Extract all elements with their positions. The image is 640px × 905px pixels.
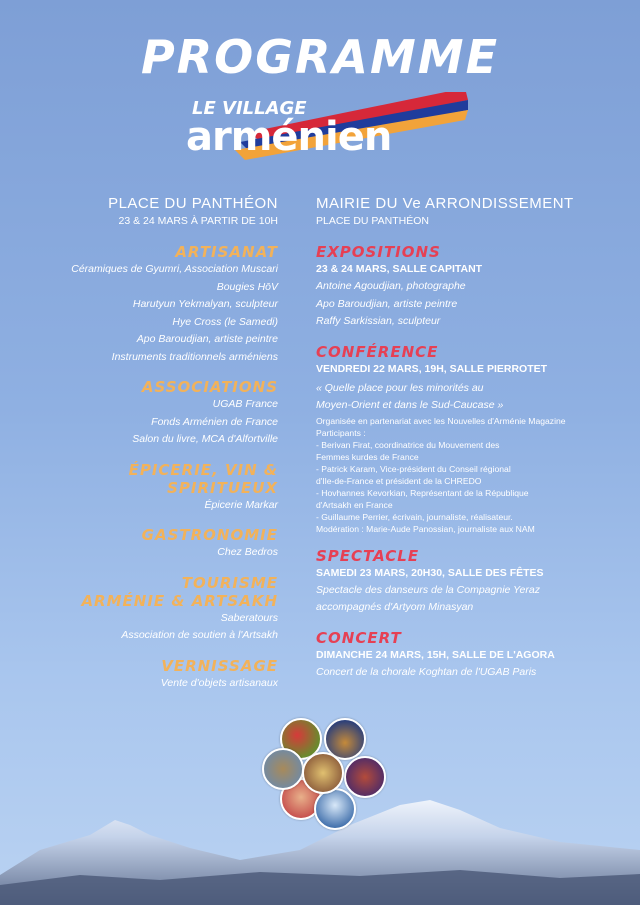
section-title-concert: CONCERT — [316, 628, 402, 647]
village-armenien-logo — [180, 92, 470, 162]
conference-detail: - Hovhannes Kevorkian, Représentant de la République — [316, 487, 529, 498]
list-item: Épicerie Markar — [204, 498, 278, 511]
event-date: VENDREDI 22 MARS, 19H, SALLE PIERROTET — [316, 362, 548, 375]
list-item: Concert de la chorale Koghtan de l'UGAB Paris — [316, 665, 537, 678]
list-item: Apo Baroudjian, artiste peintre — [136, 333, 278, 345]
list-item: Association de soutien à l'Artsakh — [121, 629, 278, 641]
section-title-gastronomie: GASTRONOMIE — [141, 526, 278, 544]
section-title-vernissage: VERNISSAGE — [161, 656, 278, 675]
conference-detail: - Berivan Firat, coordinatrice du Mouvement des — [316, 439, 500, 450]
list-item: Saberatours — [220, 611, 278, 624]
conference-quote: « Quelle place pour les minorités au — [316, 381, 484, 394]
list-item: Chez Bedros — [217, 546, 278, 558]
conference-detail: - Guillaume Perrier, écrivain, journaliste, réalisateur. — [316, 511, 513, 522]
programme-title: PROGRAMME — [141, 30, 499, 84]
list-item: Spectacle des danseurs de la Compagnie Yeraz — [316, 583, 540, 596]
conference-quote: Moyen-Orient et dans le Sud-Caucase » — [316, 399, 504, 411]
section-title-tourisme-line2: ARMÉNIE & ARTSAKH — [81, 591, 278, 610]
right-venue-sub: PLACE DU PANTHÉON — [316, 215, 429, 227]
conference-detail: - Patrick Karam, Vice-président du Conseil régional — [316, 463, 511, 474]
conference-detail: Modération : Marie-Aude Panossian, journaliste aux NAM — [316, 523, 535, 534]
list-item: Bougies HōV — [216, 280, 278, 293]
logo-big-text: arménien — [186, 114, 392, 160]
landscape-photo — [314, 788, 356, 830]
list-item: Hye Cross (le Samedi) — [172, 315, 278, 328]
section-title-tourisme: TOURISME — [181, 573, 278, 592]
section-title-epicerie: ÉPICERIE, VIN & SPIRITUEUX — [128, 460, 278, 497]
right-column — [316, 195, 616, 681]
list-item: Harutyun Yekmalyan, sculpteur — [132, 298, 278, 310]
event-date: 23 & 24 MARS, SALLE CAPITANT — [316, 263, 483, 275]
conference-detail: Organisée en partenariat avec les Nouvelles d'Arménie Magazine — [316, 415, 566, 426]
photo-circle-cluster — [262, 716, 388, 834]
center-photo — [302, 752, 344, 794]
event-date: SAMEDI 23 MARS, 20H30, SALLE DES FÊTES — [316, 566, 544, 579]
list-item: Apo Baroudjian, artiste peintre — [316, 297, 458, 310]
list-item: Antoine Agoudjian, photographe — [316, 280, 466, 292]
logo-small-text: LE VILLAGE — [192, 98, 307, 119]
list-item: Céramiques de Gyumri, Association Muscari — [71, 263, 278, 275]
right-venue: MAIRIE DU Ve ARRONDISSEMENT — [316, 195, 574, 212]
left-venue: PLACE DU PANTHÉON — [108, 195, 278, 212]
section-title-artisanat: ARTISANAT — [175, 243, 278, 261]
monument-photo — [262, 748, 304, 790]
section-title-conference: CONFÉRENCE — [316, 342, 439, 361]
left-venue-sub: 23 & 24 MARS À PARTIR DE 10H — [118, 215, 278, 227]
list-item: Vente d'objets artisanaux — [160, 676, 278, 689]
list-item: Instruments traditionnels arméniens — [111, 350, 278, 363]
list-item: accompagnés d'Artyom Minasyan — [316, 601, 474, 613]
left-column — [40, 195, 278, 692]
section-title-expositions: EXPOSITIONS — [316, 243, 441, 261]
list-item: Fonds Arménien de France — [151, 415, 278, 428]
conference-detail: d'Ile-de-France et président de la CHREDO — [316, 475, 482, 486]
list-item: Salon du livre, MCA d'Alfortville — [132, 433, 278, 445]
fruit-photo — [344, 756, 386, 798]
section-title-spectacle: SPECTACLE — [316, 546, 420, 565]
conference-detail: Femmes kurdes de France — [316, 451, 419, 462]
conference-detail: d'Artsakh en France — [316, 499, 393, 510]
list-item: UGAB France — [212, 398, 278, 410]
list-item: Raffy Sarkissian, sculpteur — [316, 315, 441, 327]
event-date: DIMANCHE 24 MARS, 15H, SALLE DE L'AGORA — [316, 648, 555, 661]
section-title-associations: ASSOCIATIONS — [141, 378, 278, 396]
conference-detail: Participants : — [316, 427, 366, 438]
